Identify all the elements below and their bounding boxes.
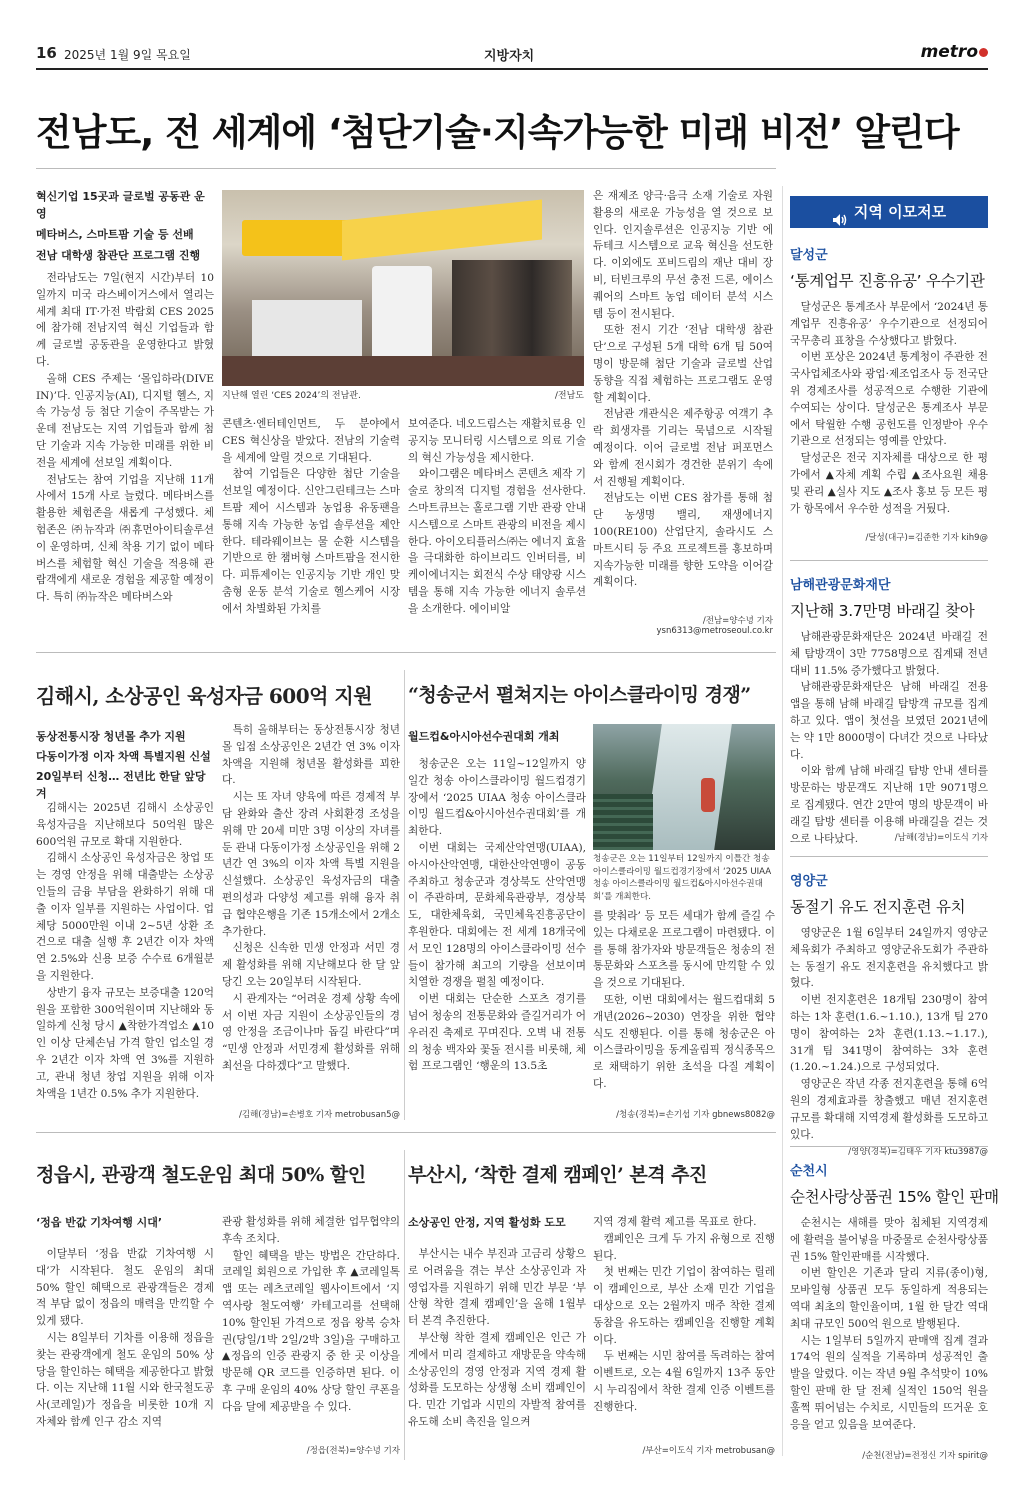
gimhae-subheads: 동상전통시장 청년몰 추가 지원 다동이가정 이자 차액 특별지원 신설 20일부터 신청… 전년比 한달 앞당겨 (36, 730, 211, 800)
sidebar-rule-3 (790, 1146, 988, 1147)
sidebar-item-yeongyang (790, 870, 988, 1157)
main-col-2: 콘텐츠·엔터테인먼트, 두 분야에서 CES 혁신상을 받았다. 전남의 기술력을 세계에 알릴 것으로 기대된다. 참여 기업들은 다양한 첨단 기술을 선보일 예정이다. 신안그린테크는 스마트팜 제어 시스템과 농업용 유동팬을 통해 지속 가능한 농업 솔루션을 제안한다. 테라웨이브는 물 순환 시스템을 기반으로 한 챔버형 스마트팜을 전시한다. 피튜제이는 인공지능 기반 개인 맞춤형 운동 분석 기술로 헬스케어 시장에서 차별화된 가치를 (222, 418, 400, 615)
gimhae-headline: 김해시, 소상공인 육성자금 600억 지원 (36, 684, 373, 708)
sidebar-divider (782, 186, 783, 1456)
logo-circle-icon (979, 48, 988, 57)
booth-banner-2 (342, 199, 542, 260)
main-subhead-3: 전남 대학생 참관단 프로그램 진행 (36, 249, 201, 262)
jeongeup-col-2: 관광 활성화를 위해 체결한 업무협약의 후속 조치다. 할인 혜택을 받는 방법은 간단하다. 코레일 회원으로 가입한 후 ▲코레일톡 앱 또는 레츠코레일 웹사이트에서 ‘지역사랑 철도여행’ 카테고리를 선택해 10% 할인된 가격으로 정읍 왕복 승차권(당일/1박 2일/2박 3일)을 구매하고 ▲정읍의 인증 관광지 중 한 곳 이상을 방문해 QR 코드를 인증하면 된다. 이후 구매 운임의 40% 상당 할인 쿠폰을 다음 달에 제공받을 수 있다. (222, 1216, 400, 1413)
busan-subhead: 소상공인 안정, 지역 활성화 도모 (408, 1216, 566, 1229)
busan-byline: /부산=이도식 기자 metrobusan@ (642, 1446, 775, 1456)
cheongsong-byline: /청송(경북)=손기섭 기자 gbnews8082@ (616, 1110, 775, 1120)
main-byline: /전남=양수녕 기자 ysn6313@metroseoul.co.kr (656, 616, 773, 636)
sidebar-title: 동절기 유도 전지훈련 유치 (790, 898, 966, 916)
sidebar-body: 남해관광문화재단은 2024년 바래길 전체 탐방객이 3만 7758명으로 집계돼 전년 대비 11.5% 증가했다고 밝혔다. 남해관광문화재단은 남해 바래길 전용 앱을 통해 남해 바래길 탐방객 규모를 집계하고 있다. 앱이 첫선을 보였던 2021년에는 약 1만 8000명이 다녀간 것으로 나타났다. 이와 함께 남해 바래길 탐방 안내 센터를 방문하는 방문객도 지난해 1만 9071명으로 집계됐다. 연간 2만여 명의 방문객이 바래길 탐방 센터를 이용해 바래길을 걷는 것으로 나타났다. (790, 631, 988, 845)
jeongeup-col-1: 이달부터 ‘정읍 반값 기차여행 시대’가 시작된다. 철도 운임의 최대 50% 할인 혜택으로 관광객들은 경제적 부담 없이 정읍의 매력을 만끽할 수 있게 됐다. 시는 8일부터 기차를 이용해 정읍을 찾는 관광객에게 철도 운임의 50% 상당을 할인하는 혜택을 제공한다고 밝혔다. 이는 지난해 11월 시와 한국철도공사(코레일)가 정읍을 비롯한 10개 지자체와 함께 인구 감소 지역 (36, 1248, 214, 1428)
logo-text: metro (920, 42, 978, 62)
page-header (36, 42, 988, 66)
main-col-3: 보여준다. 네오드림스는 재활치료용 인공지능 모니터링 시스템으로 의료 기술의 혁신 가능성을 제시한다. 와이그램은 메타버스 콘텐츠 제작 기술로 창의적 디지털 경험을 선사한다. 스마트큐브는 홀로그램 기반 관광 안내 시스템으로 스마트 관광의 비전을 제시한다. 아이오티플러스㈜는 에너지 효율을 극대화한 하이브리드 인버터를, 비케이에너지는 회전식 수상 태양광 시스템을 통해 지속 가능한 에너지 솔루션을 소개한다. 에이비알 (408, 418, 586, 615)
sidebar-rule-2 (790, 856, 988, 857)
sidebar-title: ‘통계업무 진흥유공’ 우수기관 (790, 272, 985, 290)
main-headline-rule (36, 168, 776, 169)
cheongsong-col-1: 청송군은 오는 11일~12일까지 양일간 청송 아이스클라이밍 월드컵경기장에서 ‘2025 UIAA 청송 아이스클라이밍 월드컵&아시아선수권대회’를 개최한다. 이번 대회는 국제산악연맹(UIAA), 아시아산악연맹, 대한산악연맹이 공동 주최하고 청송군과 경상북도 산악연맹이 주관하며, 문화체육관광부, 경상북도, 대한체육회, 국민체육진흥공단이 후원한다. 대회에는 전 세계 18개국에서 모인 128명의 아이스클라이밍 선수들이 참가해 최고의 기량을 선보이며 치열한 경쟁을 펼칠 예정이다. 이번 대회는 단순한 스포츠 경기를 넘어 청송의 전통문화와 즐길거리가 어우러진 축제로 꾸며진다. 오벽 내 전통의 청송 백자와 꽃돌 전시를 비롯해, 체험 프로그램인 ‘행운의 13.5초 (408, 758, 586, 1073)
busan-col-2: 지역 경제 활력 제고를 목표로 한다. 캠페인은 크게 두 가지 유형으로 진행된다. 첫 번째는 민간 기업이 참여하는 릴레이 캠페인으로, 부산 소재 민간 기업을 대상으로 오는 2월까지 매주 착한 결제 동참을 유도하는 캠페인을 진행할 계획이다. 두 번째는 시민 참여를 독려하는 참여 이벤트로, 오는 4월 6일까지 13주 동안 시 누리집에서 착한 결제 인증 이벤트를 진행한다. (593, 1216, 775, 1413)
rule-under-middle (36, 1132, 776, 1133)
divider-gimhae-cheongsong (404, 670, 405, 1120)
ces-photo-caption: 지난해 열린 ‘CES 2024’의 전남관. /전남도 (222, 391, 584, 401)
gimhae-byline: /김해(경남)=손병호 기자 metrobusan5@ (239, 1110, 400, 1120)
ice-climbing-photo (593, 724, 775, 850)
main-col-1: 전라남도는 7일(현지 시간)부터 10일까지 미국 라스베이거스에서 열리는 세계 최대 IT·가전 박람회 CES 2025에 참가해 전남지역 혁신 기업들과 함께 글로벌 공동관을 운영한다고 밝혔다. 올해 CES 주제는 ‘몰입하라(DIVE IN)’다. 인공지능(AI), 디지털 헬스, 지속 가능성 등 첨단 기술이 주목받는 가운데 전남도는 지역 기업들과 함께 첨단 기술과 지속 가능한 미래를 위한 비전을 세계에 선보일 계획이다. 전남도는 참여 기업을 지난해 11개 사에서 15개 사로 늘렸다. 메타버스를 활용한 체험존을 새롭게 구성했다. 체험존은 ㈜뉴작과 ㈜휴먼아이티솔루션이 운영하며, 신체 착용 기기 없이 메타버스를 체험할 혁신 기술을 적용해 관람객에게 새로운 경험을 제공할 예정이다. 특히 ㈜뉴작은 메타버스와 (36, 272, 214, 604)
ice-wall (644, 724, 732, 850)
sidebar-title: 지난해 3.7만명 바래길 찾아 (790, 602, 975, 620)
sidebar-byline: /달성(대구)=김준한 기자 kih9@ (865, 533, 988, 543)
sidebar-body: 영양군은 1월 6일부터 24일까지 영양군체육회가 주최하고 영양군유도회가 주관하는 동절기 유도 전지훈련을 유치했다고 밝혔다. 이번 전지훈련은 18개팀 230명이 참여하는 1차 훈련(1.6.~1.10.), 13개 팀 270명이 참여하는 2차 훈련(1.13.~1.17.), 31개 팀 341명이 참여하는 3차 훈련(1.20.~1.24.)으로 구성되었다. 영양군은 작년 각종 전지훈련을 통해 6억 원의 경제효과를 창출했고 매년 전지훈련 규모를 확대해 지역경제 활성화를 도모하고 있다. (790, 927, 988, 1141)
main-headline: 전남도, 전 세계에 ‘첨단기술·지속가능한 미래 비전’ 알린다 (36, 111, 959, 154)
busan-headline: 부산시, ‘착한 결제 캠페인’ 본격 추진 (408, 1164, 707, 1186)
sidebar-banner-title: 지역 이모저모 (853, 203, 947, 221)
gimhae-col-2: 특히 올해부터는 동상전통시장 청년몰 입점 소상공인은 2년간 연 3% 이자 차액을 지원해 청년몰 활성화를 꾀한다. 시는 또 자녀 양육에 따른 경제적 부담 완화와 출산 장려 사회환경 조성을 위해 만 20세 미만 3명 이상의 자녀를 둔 관내 다동이가정 소상공인을 위해 2년간 연 3%의 이자 차액 특별 지원을 신설했다. 소상공인 육성자금의 대출 편의성과 다양성 제고를 위해 융자 취급 협약은행을 기존 15개소에서 2개소 추가한다. 신청은 신속한 민생 안정과 서민 경제 활성화를 위해 지난해보다 한 달 앞당긴 오는 20일부터 시작된다. 시 관계자는 “어려운 경제 상황 속에서 이번 자금 지원이 소상공인들의 경영 안정을 조금이나마 돕길 바란다”며 “민생 안정과 서민경제 활성화를 위해 최선을 다하겠다”고 말했다. (222, 724, 400, 1072)
sidebar-byline: /영양(경북)=김태우 기자 ktu3987@ (848, 1147, 988, 1157)
section-name: 지방자치 (484, 49, 535, 64)
rule-under-main (36, 652, 776, 653)
sidebar-banner (790, 196, 988, 228)
sidebar-item-suncheon (790, 1160, 999, 1461)
sidebar-body: 달성군은 통계조사 부문에서 ‘2024년 통계업무 진흥유공’ 우수기관으로 선정되어 국무총리 표창을 수상했다고 밝혔다. 이번 포상은 2024년 통계청이 주관한 전국사업체조사와 광업·제조업조사 등 전국단위 경제조사를 성공적으로 수행한 기관에 수여되는 상이다. 달성군은 통계조사 부문에서 탁월한 수행 공헌도를 인정받아 우수기관으로 선정되는 영예를 안았다. 달성군은 전국 지자체를 대상으로 한 평가에서 ▲자체 계획 수립 ▲조사요원 채용 및 관리 ▲실사 지도 ▲조사 홍보 등 모든 평가 항목에서 우수한 성적을 거뒀다. (790, 301, 988, 515)
jeongeup-byline: /정읍(전북)=양수녕 기자 (306, 1446, 400, 1456)
booth-counter (252, 300, 362, 360)
cheongsong-col-2: 를 맞춰라’ 등 모든 세대가 함께 즐길 수 있는 다채로운 프로그램이 마련됐다. 이를 통해 참가자와 방문객들은 청송의 전통문화와 스포츠를 동시에 만끽할 수 있을 것으로 기대된다. 또한, 이번 대회에서는 월드컵대회 5개년(2026~2030) 연장을 위한 협약식도 진행된다. 이를 통해 청송군은 아이스클라이밍을 동계올림픽 정식종목으로 채택하기 위한 초석을 다질 계획이다. (593, 910, 775, 1090)
sidebar-region: 순천시 (790, 1164, 828, 1179)
ces-booth-photo (222, 190, 584, 386)
ice-climbing-caption: 청송군은 오는 11일부터 12일까지 이틀간 청송 아이스클라이밍 월드컵경기장에서 ‘2025 UIAA 청송 아이스클라이밍 월드컵&아시아선수권대회’를 개최한다. (593, 854, 772, 902)
sidebar-region: 남해관광문화재단 (790, 578, 891, 593)
metro-logo (921, 42, 988, 62)
gimhae-col-1: 김해시는 2025년 김해시 소상공인 육성자금을 지난해보다 50억원 많은 600억원 규모로 확대 지원한다. 김해시 소상공인 육성자금은 창업 또는 경영 안정을 위해 대출받는 소상공인들의 금융 부담을 완화하기 위해 대출 이자 일부를 지원하는 사업이다. 업체당 5000만원 이내 2~5년 상환 조건으로 대출 실행 후 2년간 이자 차액 연 2.5%와 신용 보증 수수료 6개월분을 지원한다. 상반기 융자 규모는 보증대출 120억원을 포함한 300억원이며 지난해와 동일하게 신청 당시 ▲착한가격업소 ▲10인 이상 단체손님 가격 할인 업소일 경우 2년간 이자 차액 연 3%를 지원하고, 관내 청년 창업 지원을 위해 이자 차액을 1년간 0.5% 추가 지원한다. (36, 802, 214, 1100)
issue-date: 2025년 1월 9일 목요일 (64, 48, 191, 62)
main-col-4: 은 재제조 양극·음극 소재 기술로 자원 활용의 새로운 가능성을 열 것으로 보인다. 인지솔루션은 인공지능 기반 에듀테크 시스템으로 교육 혁신을 선도한다. 이외에도 포비드림의 재난 대비 장비, 터빈크루의 무선 충전 드론, 에이스퀘어의 스마트 농업 데이터 분석 시스템 등이 전시된다. 또한 전시 기간 ‘전남 대학생 참관단’으로 구성된 5개 대학 6개 팀 50여 명이 방문해 첨단 기술과 글로벌 산업 동향을 직접 체험하는 프로그램도 운영할 계획이다. 전남관 개관식은 제주항공 여객기 추락 희생자를 기리는 묵념으로 시작될 예정이다. 이어 글로벌 전남 퍼포먼스와 함께 전시회가 경건한 분위기 속에서 진행될 계획이다. 전남도는 이번 CES 참가를 통해 첨단 농생명 밸리, 재생에너지100(RE100) 산업단지, 솔라시도 스마트시티 등 주요 프로젝트를 홍보하며 지속가능한 미래를 향한 도약을 이어갈 계획이다. (593, 190, 773, 589)
speaker-icon (832, 206, 848, 220)
divider-jeongeup-busan (404, 1150, 405, 1460)
jeongeup-subhead: ‘정읍 반값 기차여행 시대’ (36, 1216, 163, 1229)
sidebar-item-dalseong (790, 244, 988, 543)
sidebar-region: 달성군 (790, 248, 828, 263)
main-subhead-2: 메타버스, 스마트팜 기술 등 선배 (36, 228, 194, 241)
stands (593, 794, 653, 850)
sidebar-byline: /순천(전남)=전정신 기자 spirit@ (862, 1451, 988, 1461)
booth-banner (242, 220, 358, 256)
jeongeup-headline: 정읍시, 관광객 철도운임 최대 50% 할인 (36, 1164, 366, 1186)
sidebar-item-namhae (790, 574, 988, 843)
page-number: 16 (36, 44, 57, 62)
cheongsong-subhead: 월드컵&아시아선수권대회 개최 (408, 730, 560, 743)
carpet (222, 356, 584, 386)
climber (701, 778, 715, 812)
main-subheads (36, 188, 214, 264)
header-rule (36, 68, 988, 70)
sidebar-region: 영양군 (790, 874, 828, 889)
sidebar-body: 순천시는 새해를 맞아 침체된 지역경제에 활력을 불어넣을 마중물로 순천사랑상품권 15% 할인판매를 시작했다. 이번 할인은 기존과 달리 지류(종이)형, 모바일형 상품권 모두 동일하게 적용되는 역대 최초의 할인율이며, 1월 한 달간 역대 최대 규모인 500억 원으로 발행된다. 시는 1일부터 5일까지 판매액 집계 결과 174억 원의 실적을 기록하며 성공적인 출발을 알렸다. 이는 작년 9월 추석맞이 10% 할인 판매 한 달 전체 실적인 150억 원을 훌쩍 뛰어넘는 수치로, 시민들의 뜨거운 호응을 얻고 있음을 보여준다. (790, 1217, 988, 1431)
sidebar-byline: /남해(경남)=이도식 기자 (894, 833, 988, 843)
main-subhead-1: 혁신기업 15곳과 글로벌 공동관 운영 (36, 190, 205, 220)
sidebar-title: 순천사랑상품권 15% 할인 판매 (790, 1188, 999, 1206)
sidebar-rule-1 (790, 560, 988, 561)
busan-col-1: 부산시는 내수 부진과 고금리 상황으로 어려움을 겪는 부산 소상공인과 자영업자를 지원하기 위해 민간 부문 ‘부산형 착한 결제 캠페인’을 올해 1월부터 본격 추진한다. 부산형 착한 결제 캠페인은 인근 가게에서 미리 결제하고 재방문을 약속해 소상공인의 경영 안정과 지역 경제 활성화를 도모하는 상생형 소비 캠페인이다. 민간 기업과 시민의 자발적 참여를 유도해 소비 촉진을 일으켜 (408, 1248, 586, 1428)
cheongsong-headline: “청송군서 펼쳐지는 아이스클라이밍 경쟁” (408, 684, 751, 706)
